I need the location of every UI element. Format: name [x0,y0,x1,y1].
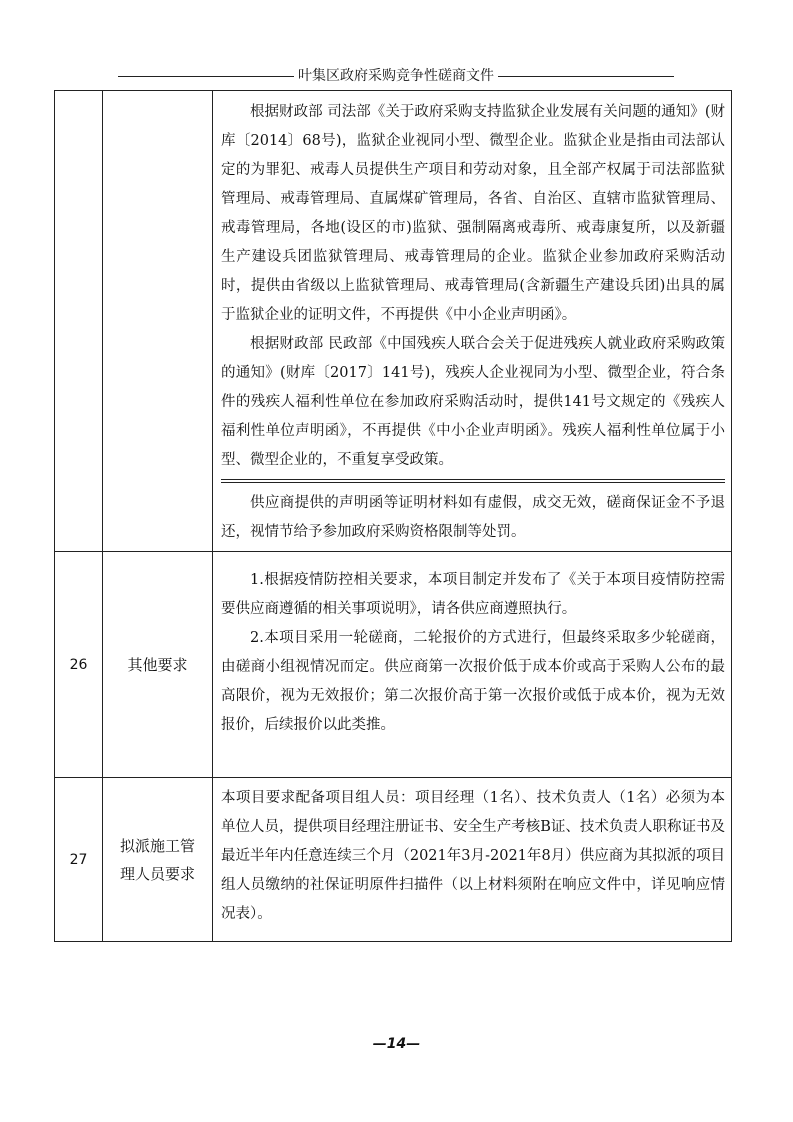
row-label: 拟派施工管理人员要求 [103,778,213,942]
row-label: 其他要求 [103,552,213,778]
personnel-requirement-paragraph: 本项目要求配备项目组人员：项目经理（1名）、技术负责人（1名）必须为本单位人员，提供项目经理注册证书、安全生产考核B证、技术负责人职称证书及最近半年内任意连续三个月（2021年3月-2021年8月）供应商为其拟派的项目组人员缴纳的社保证明原件扫描件（以上材料须附在响应文件中，详见响应情况表）。 [221,790,725,922]
table-row-continued [55,91,732,552]
row-content [213,778,732,942]
row-content [213,552,732,778]
document-title: 叶集区政府采购竞争性磋商文件 [298,68,494,84]
disabled-welfare-paragraph: 根据财政部 民政部《中国残疾人联合会关于促进残疾人就业政府采购政策的通知》(财库〔2017〕141号)，残疾人企业视同为小型、微型企业，符合条件的残疾人福利性单位在参加政府采购活动时，提供141号文规定的《残疾人福利性单位声明函》，不再提供《中小企业声明函》。残疾人福利性单位属于小型、微型企业的，不重复享受政策。 [221,336,725,468]
requirements-table [54,90,732,942]
row-label-cell [103,91,213,552]
prison-enterprise-paragraph: 根据财政部 司法部《关于政府采购支持监狱企业发展有关问题的通知》(财库〔2014〕68号)，监狱企业视同小型、微型企业。监狱企业是指由司法部认定的为罪犯、戒毒人员提供生产项目和劳动对象，且全部产权属于司法部监狱管理局、戒毒管理局、直属煤矿管理局，各省、自治区、直辖市监狱管理局、戒毒管理局，各地(设区的市)监狱、强制隔离戒毒所、戒毒康复所，以及新疆生产建设兵团监狱管理局、戒毒管理局的企业。监狱企业参加政府采购活动时，提供由省级以上监狱管理局、戒毒管理局(含新疆生产建设兵团)出具的属于监狱企业的证明文件，不再提供《中小企业声明函》。 [221,104,725,323]
bidding-rounds-paragraph: 2.本项目采用一轮磋商，二轮报价的方式进行，但最终采取多少轮磋商，由磋商小组视情况而定。供应商第一次报价低于成本价或高于采购人公布的最高限价，视为无效报价；第二次报价高于第一次报价或低于成本价，视为无效报价，后续报价以此类推。 [221,630,725,733]
row-number: 27 [55,778,103,942]
row-number-cell [55,91,103,552]
row-content-cell [213,91,732,552]
page-number: —14— [372,1036,421,1052]
table-row-27 [55,778,732,942]
note-paragraph: 供应商提供的声明函等证明材料如有虚假，成交无效，磋商保证金不予退还，视情节给予参加政府采购资格限制等处罚。 [221,495,725,540]
page-header [118,66,674,86]
row-number: 26 [55,552,103,778]
policy-paragraphs [221,91,725,483]
table-row-26 [55,552,732,778]
epidemic-requirement-paragraph: 1.根据疫情防控相关要求，本项目制定并发布了《关于本项目疫情防控需要供应商遵循的相关事项说明》，请各供应商遵照执行。 [221,572,725,617]
false-declaration-note [221,483,725,551]
